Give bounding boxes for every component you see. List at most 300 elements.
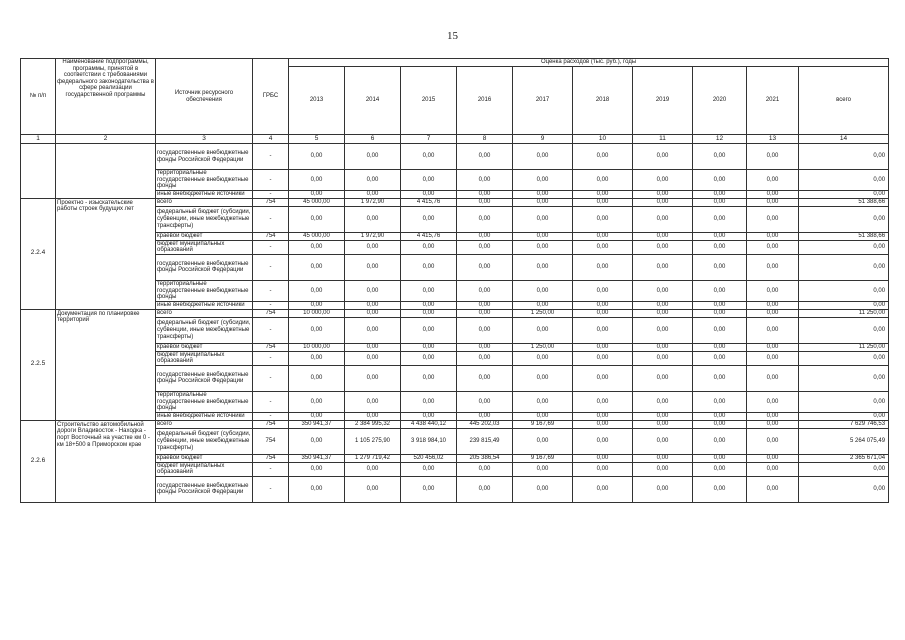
year-value: 0,00 — [457, 280, 513, 301]
year-value: 0,00 — [401, 190, 457, 198]
table-row — [21, 144, 889, 170]
year-value: 0,00 — [633, 206, 693, 232]
year-value: 0,00 — [345, 240, 401, 254]
year-value: 0,00 — [457, 170, 513, 191]
year-value: 0,00 — [457, 190, 513, 198]
header-year: 2021 — [747, 67, 799, 135]
year-value: 0,00 — [345, 351, 401, 365]
year-value: 0,00 — [573, 170, 633, 191]
grbs-code: 754 — [253, 232, 289, 240]
year-value: 0,00 — [401, 343, 457, 351]
grbs-code: 754 — [253, 198, 289, 206]
year-value: 0,00 — [289, 317, 345, 343]
year-value: 0,00 — [693, 462, 747, 476]
year-value: 0,00 — [693, 232, 747, 240]
funding-source: краевой бюджет — [156, 454, 253, 462]
year-value: 0,00 — [513, 144, 573, 170]
year-value: 0,00 — [633, 428, 693, 454]
funding-source: территориальные государственные внебюджетные фонды — [156, 280, 253, 301]
year-value: 0,00 — [457, 240, 513, 254]
year-value: 0,00 — [401, 206, 457, 232]
year-value: 0,00 — [633, 301, 693, 309]
year-value: 0,00 — [513, 476, 573, 502]
year-value: 0,00 — [345, 254, 401, 280]
column-number: 14 — [799, 135, 889, 144]
year-value: 0,00 — [633, 280, 693, 301]
total-value: 51 388,66 — [799, 232, 889, 240]
year-value: 0,00 — [345, 190, 401, 198]
funding-source: федеральный бюджет (субсидии, субвенции, иные межбюджетные трансферты) — [156, 317, 253, 343]
funding-source: государственные внебюджетные фонды Российской Федерации — [156, 254, 253, 280]
year-value: 0,00 — [401, 476, 457, 502]
year-value: 0,00 — [345, 144, 401, 170]
year-value: 0,00 — [693, 365, 747, 391]
funding-source: территориальные государственные внебюджетные фонды — [156, 391, 253, 412]
total-value: 0,00 — [799, 301, 889, 309]
year-value: 0,00 — [633, 254, 693, 280]
total-value: 0,00 — [799, 351, 889, 365]
year-value: 0,00 — [513, 280, 573, 301]
column-number: 8 — [457, 135, 513, 144]
year-value: 0,00 — [573, 280, 633, 301]
year-value: 1 105 275,90 — [345, 428, 401, 454]
year-value: 0,00 — [345, 412, 401, 420]
year-value: 0,00 — [457, 317, 513, 343]
year-value: 0,00 — [513, 254, 573, 280]
grbs-code: - — [253, 170, 289, 191]
year-value: 4 438 440,12 — [401, 420, 457, 428]
year-value: 0,00 — [573, 317, 633, 343]
year-value: 205 386,54 — [457, 454, 513, 462]
grbs-code: - — [253, 412, 289, 420]
year-value: 0,00 — [693, 144, 747, 170]
year-value: 0,00 — [693, 170, 747, 191]
year-value: 0,00 — [573, 462, 633, 476]
header-row-top — [21, 59, 889, 67]
year-value: 0,00 — [573, 206, 633, 232]
year-value: 0,00 — [513, 206, 573, 232]
year-value: 0,00 — [289, 462, 345, 476]
item-name — [56, 144, 156, 199]
year-value: 0,00 — [747, 462, 799, 476]
year-value: 0,00 — [289, 170, 345, 191]
year-value: 0,00 — [693, 428, 747, 454]
year-value: 0,00 — [573, 254, 633, 280]
grbs-code: - — [253, 144, 289, 170]
year-value: 0,00 — [693, 454, 747, 462]
column-number: 7 — [401, 135, 457, 144]
year-value: 0,00 — [747, 428, 799, 454]
funding-source: всего — [156, 309, 253, 317]
year-value: 0,00 — [289, 412, 345, 420]
total-value: 11 250,00 — [799, 309, 889, 317]
year-value: 0,00 — [457, 476, 513, 502]
year-value: 0,00 — [345, 301, 401, 309]
year-value: 0,00 — [633, 391, 693, 412]
year-value: 0,00 — [747, 351, 799, 365]
grbs-code: - — [253, 476, 289, 502]
year-value: 520 456,02 — [401, 454, 457, 462]
year-value: 0,00 — [633, 198, 693, 206]
grbs-code: 754 — [253, 343, 289, 351]
year-value: 4 415,76 — [401, 198, 457, 206]
year-value: 0,00 — [401, 462, 457, 476]
header-year: 2014 — [345, 67, 401, 135]
year-value: 0,00 — [747, 391, 799, 412]
year-value: 45 000,00 — [289, 198, 345, 206]
header-grbs: ГРБС — [253, 59, 289, 135]
total-value: 0,00 — [799, 462, 889, 476]
year-value: 0,00 — [401, 309, 457, 317]
year-value: 0,00 — [457, 144, 513, 170]
year-value: 0,00 — [457, 462, 513, 476]
year-value: 0,00 — [693, 309, 747, 317]
grbs-code: - — [253, 190, 289, 198]
header-year: 2013 — [289, 67, 345, 135]
year-value: 0,00 — [289, 365, 345, 391]
year-value: 0,00 — [747, 309, 799, 317]
year-value: 3 918 984,10 — [401, 428, 457, 454]
year-value: 0,00 — [573, 198, 633, 206]
year-value: 0,00 — [633, 309, 693, 317]
header-year: 2015 — [401, 67, 457, 135]
column-number: 3 — [156, 135, 253, 144]
total-value: 0,00 — [799, 170, 889, 191]
year-value: 0,00 — [345, 206, 401, 232]
year-value: 0,00 — [513, 351, 573, 365]
year-value: 0,00 — [573, 343, 633, 351]
year-value: 350 941,37 — [289, 454, 345, 462]
year-value: 0,00 — [289, 280, 345, 301]
year-value: 0,00 — [513, 412, 573, 420]
year-value: 0,00 — [633, 190, 693, 198]
year-value: 0,00 — [747, 170, 799, 191]
year-value: 0,00 — [401, 317, 457, 343]
funding-source: государственные внебюджетные фонды Российской Федерации — [156, 144, 253, 170]
year-value: 0,00 — [573, 309, 633, 317]
column-number: 5 — [289, 135, 345, 144]
year-value: 0,00 — [345, 462, 401, 476]
table-row — [21, 198, 889, 206]
funding-source: бюджет муниципальных образований — [156, 462, 253, 476]
year-value: 0,00 — [747, 317, 799, 343]
header-year: всего — [799, 67, 889, 135]
year-value: 0,00 — [513, 170, 573, 191]
year-value: 0,00 — [401, 412, 457, 420]
year-value: 0,00 — [573, 351, 633, 365]
year-value: 0,00 — [457, 206, 513, 232]
header-source: Источник ресурсного обеспечения — [156, 59, 253, 135]
year-value: 0,00 — [401, 254, 457, 280]
year-value: 0,00 — [289, 144, 345, 170]
total-value: 5 264 075,49 — [799, 428, 889, 454]
year-value: 0,00 — [345, 391, 401, 412]
grbs-code: - — [253, 280, 289, 301]
header-estimate: Оценка расходов (тыс. руб.), годы — [289, 59, 889, 67]
funding-source: иные внебюджетные источники — [156, 412, 253, 420]
year-value: 0,00 — [289, 190, 345, 198]
funding-source: федеральный бюджет (субсидии, субвенции, иные межбюджетные трансферты) — [156, 428, 253, 454]
funding-source: бюджет муниципальных образований — [156, 240, 253, 254]
grbs-code: 754 — [253, 309, 289, 317]
year-value: 0,00 — [401, 351, 457, 365]
year-value: 0,00 — [693, 391, 747, 412]
year-value: 0,00 — [747, 412, 799, 420]
header-year: 2019 — [633, 67, 693, 135]
total-value: 0,00 — [799, 254, 889, 280]
year-value: 0,00 — [513, 301, 573, 309]
grbs-code: - — [253, 365, 289, 391]
total-value: 0,00 — [799, 476, 889, 502]
year-value: 0,00 — [747, 301, 799, 309]
column-number: 4 — [253, 135, 289, 144]
header-name: Наименование подпрограммы, программы, принятой в соответствии с требованиями федерального законодательства в сфере реализации государственной программы — [56, 59, 156, 135]
year-value: 1 972,90 — [345, 198, 401, 206]
header-year: 2017 — [513, 67, 573, 135]
total-value: 0,00 — [799, 412, 889, 420]
year-value: 0,00 — [457, 391, 513, 412]
page-number: 15 — [447, 30, 458, 42]
year-value: 0,00 — [289, 476, 345, 502]
header-year: 2020 — [693, 67, 747, 135]
year-value: 0,00 — [693, 412, 747, 420]
year-value: 0,00 — [747, 420, 799, 428]
year-value: 239 815,49 — [457, 428, 513, 454]
year-value: 0,00 — [289, 351, 345, 365]
header-year: 2016 — [457, 67, 513, 135]
year-value: 0,00 — [457, 232, 513, 240]
year-value: 0,00 — [633, 365, 693, 391]
year-value: 0,00 — [747, 280, 799, 301]
funding-source: иные внебюджетные источники — [156, 301, 253, 309]
year-value: 0,00 — [633, 412, 693, 420]
year-value: 0,00 — [633, 317, 693, 343]
year-value: 0,00 — [693, 351, 747, 365]
item-name: Строительство автомобильной дороги Владивосток - Находка - порт Восточный на участке км 0 - км 18+500 в Приморском крае — [56, 420, 156, 502]
funding-source: всего — [156, 420, 253, 428]
total-value: 0,00 — [799, 144, 889, 170]
table-row — [21, 420, 889, 428]
year-value: 0,00 — [345, 476, 401, 502]
year-value: 0,00 — [693, 206, 747, 232]
column-number: 2 — [56, 135, 156, 144]
year-value: 445 202,03 — [457, 420, 513, 428]
year-value: 0,00 — [513, 198, 573, 206]
year-value: 45 000,00 — [289, 232, 345, 240]
year-value: 0,00 — [633, 144, 693, 170]
year-value: 0,00 — [401, 170, 457, 191]
total-value: 7 629 746,53 — [799, 420, 889, 428]
year-value: 0,00 — [693, 476, 747, 502]
year-value: 1 250,00 — [513, 343, 573, 351]
year-value: 350 941,37 — [289, 420, 345, 428]
item-number: 2.2.6 — [21, 420, 56, 502]
year-value: 1 972,90 — [345, 232, 401, 240]
year-value: 0,00 — [747, 454, 799, 462]
grbs-code: 754 — [253, 454, 289, 462]
year-value: 0,00 — [747, 365, 799, 391]
year-value: 0,00 — [573, 412, 633, 420]
total-value: 51 388,66 — [799, 198, 889, 206]
item-number: 2.2.5 — [21, 309, 56, 420]
year-value: 0,00 — [693, 301, 747, 309]
year-value: 10 000,00 — [289, 343, 345, 351]
grbs-code: - — [253, 391, 289, 412]
year-value: 0,00 — [693, 317, 747, 343]
year-value: 0,00 — [573, 190, 633, 198]
year-value: 0,00 — [289, 428, 345, 454]
year-value: 0,00 — [693, 240, 747, 254]
year-value: 0,00 — [747, 206, 799, 232]
column-number: 1 — [21, 135, 56, 144]
table-row — [21, 309, 889, 317]
year-value: 0,00 — [693, 343, 747, 351]
year-value: 0,00 — [457, 365, 513, 391]
year-value: 0,00 — [633, 462, 693, 476]
year-value: 0,00 — [633, 476, 693, 502]
item-number — [21, 144, 56, 199]
funding-source: иные внебюджетные источники — [156, 190, 253, 198]
header-num: № п/п — [21, 59, 56, 135]
year-value: 10 000,00 — [289, 309, 345, 317]
year-value: 0,00 — [747, 240, 799, 254]
funding-source: государственные внебюджетные фонды Российской Федерации — [156, 476, 253, 502]
header-year: 2018 — [573, 67, 633, 135]
grbs-code: - — [253, 240, 289, 254]
year-value: 0,00 — [457, 254, 513, 280]
year-value: 0,00 — [633, 343, 693, 351]
grbs-code: - — [253, 206, 289, 232]
year-value: 0,00 — [401, 280, 457, 301]
year-value: 4 415,76 — [401, 232, 457, 240]
year-value: 0,00 — [345, 170, 401, 191]
year-value: 0,00 — [401, 365, 457, 391]
year-value: 0,00 — [457, 412, 513, 420]
year-value: 0,00 — [513, 365, 573, 391]
item-number: 2.2.4 — [21, 198, 56, 309]
year-value: 0,00 — [345, 309, 401, 317]
column-number: 13 — [747, 135, 799, 144]
year-value: 0,00 — [513, 232, 573, 240]
total-value: 0,00 — [799, 190, 889, 198]
year-value: 0,00 — [401, 301, 457, 309]
year-value: 2 384 995,32 — [345, 420, 401, 428]
total-value: 2 365 671,04 — [799, 454, 889, 462]
year-value: 0,00 — [401, 144, 457, 170]
year-value: 0,00 — [345, 343, 401, 351]
column-number: 9 — [513, 135, 573, 144]
grbs-code: - — [253, 462, 289, 476]
year-value: 0,00 — [513, 190, 573, 198]
year-value: 9 167,69 — [513, 454, 573, 462]
year-value: 9 167,69 — [513, 420, 573, 428]
year-value: 0,00 — [401, 391, 457, 412]
year-value: 0,00 — [633, 170, 693, 191]
funding-source: бюджет муниципальных образований — [156, 351, 253, 365]
funding-source: территориальные государственные внебюджетные фонды — [156, 170, 253, 191]
year-value: 0,00 — [513, 391, 573, 412]
year-value: 0,00 — [513, 428, 573, 454]
grbs-code: 754 — [253, 420, 289, 428]
total-value: 0,00 — [799, 206, 889, 232]
grbs-code: - — [253, 301, 289, 309]
grbs-code: 754 — [253, 428, 289, 454]
year-value: 0,00 — [573, 144, 633, 170]
year-value: 0,00 — [747, 198, 799, 206]
year-value: 0,00 — [573, 240, 633, 254]
grbs-code: - — [253, 351, 289, 365]
year-value: 0,00 — [573, 476, 633, 502]
year-value: 0,00 — [747, 476, 799, 502]
year-value: 0,00 — [747, 144, 799, 170]
year-value: 0,00 — [289, 240, 345, 254]
year-value: 0,00 — [513, 317, 573, 343]
grbs-code: - — [253, 317, 289, 343]
year-value: 0,00 — [747, 343, 799, 351]
year-value: 0,00 — [573, 232, 633, 240]
year-value: 0,00 — [289, 301, 345, 309]
item-name: Документация по планировке территорий — [56, 309, 156, 420]
year-value: 0,00 — [289, 391, 345, 412]
year-value: 0,00 — [693, 254, 747, 280]
year-value: 0,00 — [693, 420, 747, 428]
year-value: 1 279 719,42 — [345, 454, 401, 462]
total-value: 0,00 — [799, 365, 889, 391]
year-value: 0,00 — [693, 198, 747, 206]
year-value: 0,00 — [345, 317, 401, 343]
year-value: 0,00 — [633, 240, 693, 254]
year-value: 0,00 — [573, 365, 633, 391]
total-value: 0,00 — [799, 317, 889, 343]
year-value: 0,00 — [573, 454, 633, 462]
year-value: 0,00 — [573, 420, 633, 428]
budget-table — [20, 58, 889, 503]
year-value: 0,00 — [693, 280, 747, 301]
year-value: 0,00 — [457, 198, 513, 206]
year-value: 0,00 — [573, 428, 633, 454]
year-value: 0,00 — [345, 280, 401, 301]
year-value: 1 250,00 — [513, 309, 573, 317]
year-value: 0,00 — [633, 454, 693, 462]
column-number: 12 — [693, 135, 747, 144]
year-value: 0,00 — [457, 343, 513, 351]
total-value: 0,00 — [799, 240, 889, 254]
column-number: 10 — [573, 135, 633, 144]
total-value: 0,00 — [799, 391, 889, 412]
year-value: 0,00 — [573, 301, 633, 309]
year-value: 0,00 — [573, 391, 633, 412]
year-value: 0,00 — [513, 462, 573, 476]
year-value: 0,00 — [747, 254, 799, 280]
year-value: 0,00 — [633, 351, 693, 365]
year-value: 0,00 — [747, 190, 799, 198]
funding-source: краевой бюджет — [156, 232, 253, 240]
year-value: 0,00 — [345, 365, 401, 391]
column-number: 6 — [345, 135, 401, 144]
year-value: 0,00 — [747, 232, 799, 240]
column-numbers-row — [21, 135, 889, 144]
year-value: 0,00 — [457, 301, 513, 309]
item-name: Проектно - изыскательские работы строек будущих лет — [56, 198, 156, 309]
year-value: 0,00 — [289, 206, 345, 232]
funding-source: государственные внебюджетные фонды Российской Федерации — [156, 365, 253, 391]
grbs-code: - — [253, 254, 289, 280]
year-value: 0,00 — [693, 190, 747, 198]
funding-source: краевой бюджет — [156, 343, 253, 351]
year-value: 0,00 — [633, 420, 693, 428]
total-value: 0,00 — [799, 280, 889, 301]
total-value: 11 250,00 — [799, 343, 889, 351]
